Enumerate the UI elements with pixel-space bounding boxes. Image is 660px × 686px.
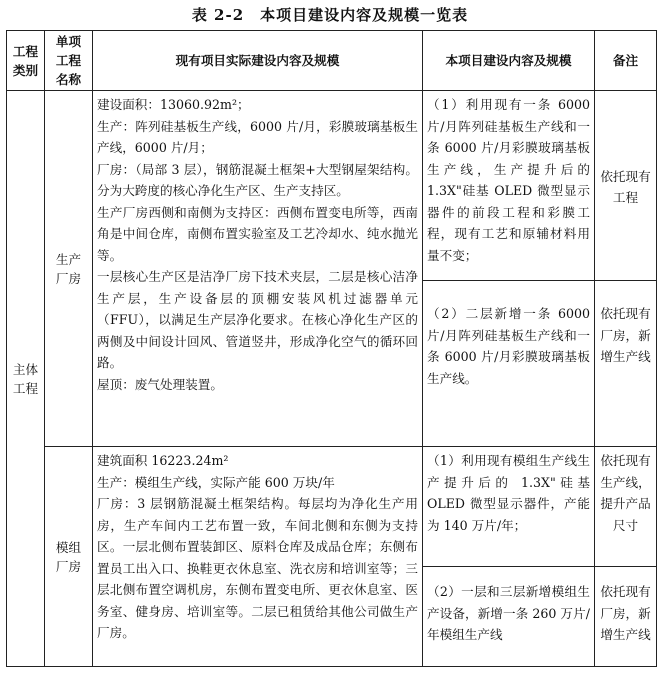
content-line: 建筑面积 16223.24m²	[97, 453, 229, 468]
content-line: 屋顶：废气处理装置。	[97, 376, 223, 392]
note-production-1: 依托现有工程	[595, 91, 657, 281]
header-category: 工程 类别	[7, 31, 45, 91]
plan-production-2: （2）二层新增一条 6000 片/月阵列硅基板生产线和一条 6000 片/月彩膜玻璃基板生产线。	[423, 281, 595, 447]
construction-scale-table	[6, 30, 657, 667]
header-item-name: 单项 工程 名称	[45, 31, 93, 91]
existing-content-module	[93, 447, 423, 667]
note-production-2: 依托现有厂房，新增生产线	[595, 281, 657, 447]
table-row	[7, 91, 657, 281]
existing-content-production	[93, 91, 423, 447]
note-module-2: 依托现有厂房，新增生产线	[595, 567, 657, 667]
item-module-plant: 模组 厂房	[45, 447, 93, 667]
header-existing: 现有项目实际建设内容及规模	[93, 31, 423, 91]
category-main: 主体 工程	[7, 91, 45, 667]
table-title: 表 2-2 本项目建设内容及规模一览表	[191, 6, 469, 24]
header-project: 本项目建设内容及规模	[423, 31, 595, 91]
plan-production-1: （1）利用现有一条 6000 片/月阵列硅基板生产线和一条 6000 片/月彩膜玻璃基板生产线，生产提升后的 1.3X"硅基 OLED 微型显示器件的前段工程和彩膜工程，现有工艺和原辅材料用量不变；	[423, 91, 595, 281]
header-row	[7, 31, 657, 91]
content-line: 厂房：3 层钢筋混凝土框架结构。每层均为净化生产用房，生产车间内工艺布置一致，车间北侧和东侧为支持区。一层北侧布置装卸区、原料仓库及成品仓库；东侧布置员工出入口、换鞋更衣休息室、洗衣房和培训室等；三层北侧布置空调机房，东侧布置变电所、更衣休息室、医务室、健身房、培训室等。二层已租赁给其他公司做生产厂房。	[97, 496, 418, 640]
note-module-1: 依托现有生产线，提升产品尺寸	[595, 447, 657, 567]
header-note: 备注	[595, 31, 657, 91]
content-line: 生产：模组生产线，实际产能 600 万块/年	[97, 474, 335, 490]
content-line: 厂房：（局部 3 层），钢筋混凝土框架+大型钢屋架结构。分为大跨度的核心净化生产区、生产支持区。	[97, 161, 418, 198]
item-production-plant: 生产 厂房	[45, 91, 93, 447]
content-line: 建设面积：13060.92m²；	[97, 97, 250, 112]
table-row	[7, 447, 657, 567]
content-line: 生产厂房西侧和南侧为支持区：西侧布置变电所等，西南角是中间仓库，南侧布置实验室及工艺冷却水、纯水抛光等。	[97, 204, 418, 263]
plan-module-2: （2）一层和三层新增模组生产设备，新增一条 260 万片/年模组生产线	[423, 567, 595, 667]
content-line: 生产：阵列硅基板生产线，6000 片/月，彩膜玻璃基板生产线，6000 片/月；	[97, 118, 418, 155]
content-line: 一层核心生产区是洁净厂房下技术夹层，二层是核心洁净生产层，生产设备层的顶棚安装风机过滤器单元（FFU），以满足生产层净化要求。在核心净化生产区的两侧及中间设计回风、管道竖井，形成净化空气的循环回路。	[97, 269, 418, 370]
plan-module-1: （1）利用现有模组生产线生产提升后的 1.3X"硅基 OLED 微型显示器件，产能为 140 万片/年；	[423, 447, 595, 567]
